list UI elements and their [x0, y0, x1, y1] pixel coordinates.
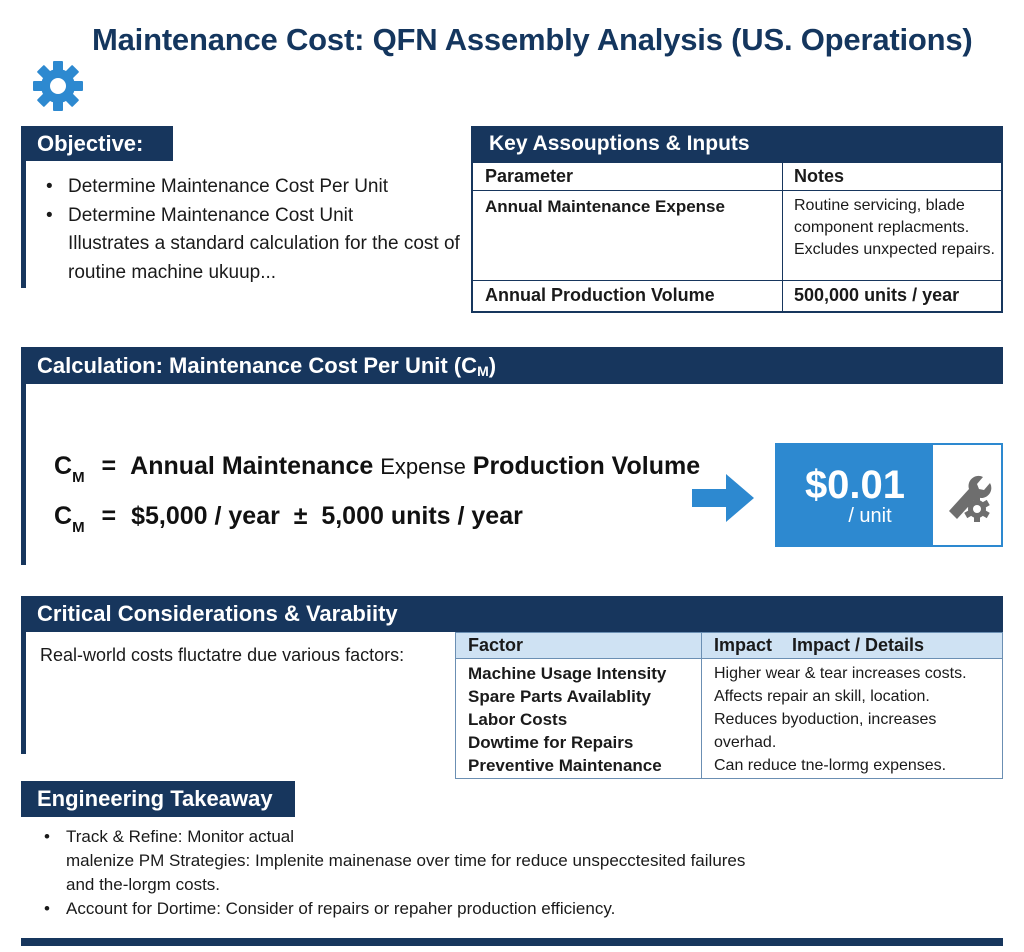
column-header-notes: Notes — [783, 162, 1003, 190]
note-line: Routine servicing, blade — [794, 196, 965, 214]
calculation-heading-sub: M — [477, 362, 489, 379]
list-item: Illustrates a standard calculation for the cost of — [68, 233, 460, 254]
factor-cell — [456, 659, 702, 779]
notes-cell: 500,000 units / year — [783, 280, 1003, 312]
impact-cell — [702, 659, 1003, 779]
calculation-heading-text: Calculation: Maintenance Cost Per Unit (C — [37, 352, 478, 378]
page-title: Maintenance Cost: QFN Assembly Analysis (US. Operations) — [92, 22, 973, 57]
assumptions-table — [471, 161, 1003, 313]
list-item: Labor Costs — [468, 710, 568, 729]
note-line: component replacments. — [794, 218, 970, 236]
cost-symbol: C — [54, 452, 73, 480]
table-row — [472, 190, 1002, 280]
list-item: Preventive Maintenance — [468, 756, 662, 775]
footer-bar — [21, 938, 1003, 946]
cost-symbol-sub: M — [72, 519, 85, 536]
arrow-right-icon — [692, 472, 756, 524]
list-item: malenize PM Strategies: Implenite mainenase over time for reduce unspecctesited failures — [66, 851, 746, 870]
list-item: • Account for Dortime: Consider of repairs or repaher production efficiency. — [42, 897, 842, 921]
takeaway-heading: Engineering Takeaway — [21, 781, 295, 817]
formula-term: Production Volume — [472, 452, 701, 480]
objective-list — [44, 173, 484, 287]
list-item: • Track & Refine: Monitor actual — [42, 825, 842, 849]
assumptions-heading: Key Assouptions & Inputs — [471, 126, 1003, 161]
result-unit: / unit — [848, 505, 892, 527]
equals-sign: = — [101, 452, 117, 480]
column-header-factor: Factor — [456, 633, 702, 659]
formula-term: Annual Maintenance — [130, 452, 374, 480]
list-item: • Determine Maintenance Cost Per Unit — [44, 173, 484, 202]
table-row — [472, 280, 1002, 312]
formula-values: $5,000 / year ± 5,000 units / year — [131, 502, 523, 530]
considerations-accent-line — [21, 596, 26, 754]
list-item: Affects repair an skill, location. — [714, 688, 930, 705]
takeaway-list — [42, 825, 842, 921]
column-header-parameter: Parameter — [472, 162, 783, 190]
objective-heading: Objective: — [21, 126, 173, 161]
considerations-intro: Real-world costs fluctatre due various factors: — [40, 645, 405, 665]
factors-table — [455, 632, 1003, 779]
calculation-accent-line — [21, 347, 26, 565]
cost-symbol: C — [54, 502, 73, 530]
considerations-heading: Critical Considerations & Varabiity — [21, 596, 1003, 632]
notes-cell — [783, 190, 1003, 280]
formula-term: Expense — [380, 454, 466, 479]
formula-line-1 — [54, 452, 701, 486]
list-item: overhad. — [714, 734, 777, 751]
list-item: Reduces byoduction, increases — [714, 711, 937, 728]
list-item: Machine Usage Intensity — [468, 664, 667, 683]
result-value: $0.01 — [804, 463, 906, 507]
calculation-heading — [21, 347, 1003, 384]
list-item: Can reduce tne-lormg expenses. — [714, 757, 947, 774]
list-item: and the-lorgm costs. — [66, 875, 221, 894]
result-card — [775, 443, 1003, 547]
cost-symbol-sub: M — [72, 469, 85, 486]
assumptions-panel — [471, 126, 1003, 313]
wrench-gear-icon — [939, 469, 995, 525]
list-item: routine machine ukuup... — [68, 261, 277, 283]
equals-sign: = — [101, 502, 117, 530]
parameter-cell: Annual Maintenance Expense — [472, 190, 783, 280]
note-line: Excludes unxpected repairs. — [794, 240, 995, 258]
column-header-impact: Impact Impact / Details — [702, 633, 1003, 659]
list-item: Spare Parts Availablity — [468, 687, 651, 706]
list-item: Higher wear & tear increases costs. — [714, 665, 967, 682]
list-item: Dowtime for Repairs — [468, 733, 634, 752]
gear-icon — [32, 60, 84, 112]
objective-accent-line — [21, 126, 26, 288]
list-item: • Determine Maintenance Cost Unit — [44, 202, 484, 231]
parameter-cell: Annual Production Volume — [472, 280, 783, 312]
formula-line-2 — [54, 502, 523, 536]
result-panel — [777, 445, 933, 545]
calculation-heading-tail: ) — [488, 352, 497, 378]
